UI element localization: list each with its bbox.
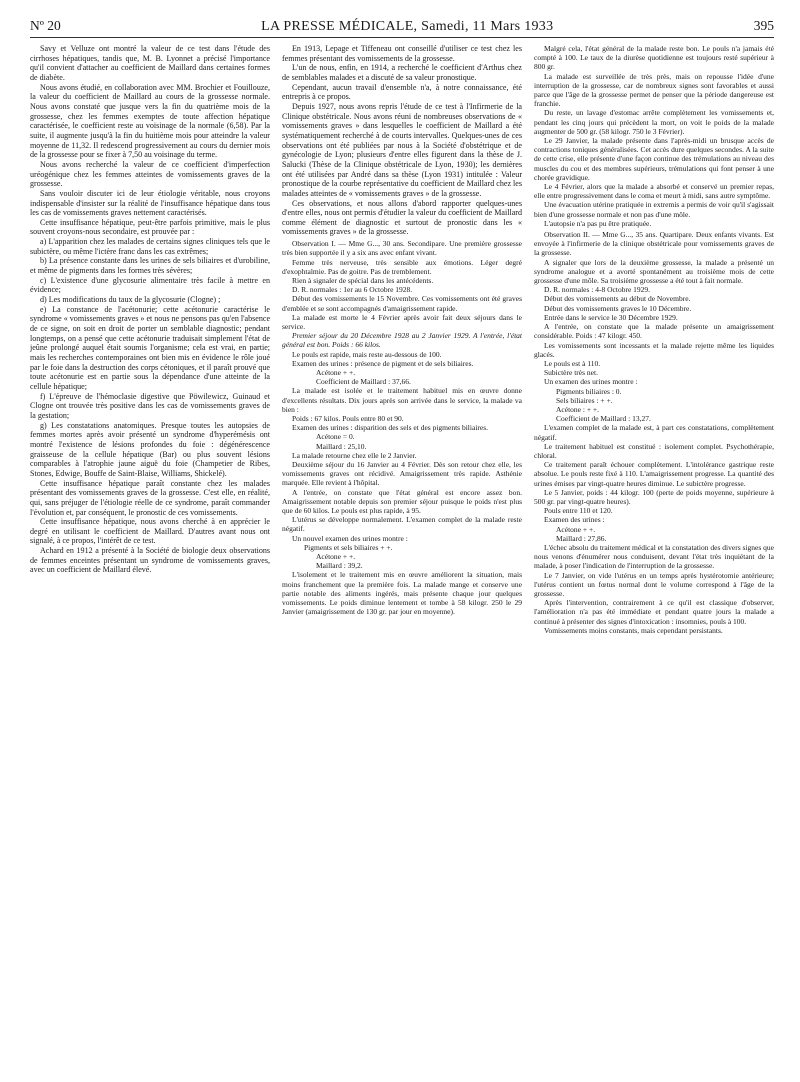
paragraph: Une évacuation utérine pratiquée in extremis a permis de voir qu'il s'agissait bien d'une grossesse normale et non pas d'une môle. (534, 200, 774, 219)
paragraph: L'un de nous, enfin, en 1914, a recherché le coefficient d'Arthus chez de semblables malades et a discuté de sa valeur pronostique. (282, 63, 522, 82)
paragraph: Depuis 1927, nous avons repris l'étude de ce test à l'Infirmerie de la Clinique obstétricale. Nous avons réuni de nombreuses observations de « vomissements graves » dans lesquelles le coefficient de Maillard a été systématiquement recherché à de courts intervalles. Quelques-unes de ces observations ont été publiées par nous à la Société d'obstétrique et de gynécologie de Lyon; plusieurs d'entre elles figurent dans la thèse de J. Salucki (Thèse de la Clinique obstétricale de Lyon, 1930); les dernières ont été utilisées par André dans sa thèse (Lyon 1931) intitulée : Valeur pronostique de la courbe représentative du coefficient de Maillard chez les malades atteintes de « vomissements graves » de la grossesse. (282, 101, 522, 198)
paragraph: a) L'apparition chez les malades de certains signes cliniques tels que le subictère, ou même l'ictère franc dans les cas extrêmes; (30, 237, 270, 256)
paragraph: g) Les constatations anatomiques. Presque toutes les autopsies de femmes mortes après avoir présenté un syndrome d'hyperémésis ont montré l'existence de lésions profondes du foie : dégénérescence graisseuse de la cellule hépatique (Bar) ou plus souvent lésions comparables à l'atrophie jaune aiguë du foie (Champetier de Ribes, Stones, Edwige, Bouffe de Saint-Blaise, Williams, Shickelé). (30, 420, 270, 478)
paragraph: Début des vomissements graves le 10 Décembre. (544, 303, 692, 313)
paragraph: Examen des urines : présence de pigment et de sels biliaires. (292, 358, 474, 368)
paragraph: Observation I. — Mme G..., 30 ans. Secondipare. Une première grossesse très bien supportée il y a six ans avec enfant vivant. (282, 239, 522, 258)
paragraph: Nous avons étudié, en collaboration avec MM. Brochier et Fouillouze, la valeur du coefficient de Maillard au cours de la grossesse normale. Nous avons constaté que jusque vers la fin du quatrième mois de la grossesse, chez les femmes exemptes de toute affection hépatique caractérisée, le coefficient reste au voisinage de la normale (6,58). Par la suite, il augmente jusqu'à la fin du huitième mois pour atteindre la valeur moyenne de 11,32. Il redescend progressivement au cours du dernier mois de la grossesse pour se fixer à 7,50 au voisinage du terme. (30, 82, 270, 160)
paragraph: Du reste, un lavage d'estomac arrête complètement les vomissements et, pendant les cinq jours qui précèdent la mort, on voit le poids de la malade augmenter de 500 gr. (58 kilogr. 750 le 3 Février). (534, 108, 774, 136)
paragraph: Savy et Velluze ont montré la valeur de ce test dans l'étude des cirrhoses hépatiques, tandis que, M. B. Lyonnet a précisé l'importance qu'il convient d'attacher au coefficient de Maillard dans certaines formes de diabète. (30, 44, 270, 82)
paragraph: Le 5 Janvier, poids : 44 kilogr. 100 (perte de poids moyenne, supérieure à 500 gr. par vingt-quatre heures). (534, 487, 774, 506)
paragraph: La malade retourne chez elle le 2 Janvier. (292, 450, 417, 460)
paragraph: Vomissements moins constants, mais cependant persistants. (544, 625, 723, 635)
paragraph: Maillard : 27,86. (556, 533, 607, 543)
page-number: 395 (753, 18, 774, 33)
paragraph: Le 7 Janvier, on vide l'utérus en un temps après hystérotomie antérieure; l'utérus contient un fœtus normal dont le volume correspond à l'âge de la grossesse. (534, 570, 774, 598)
paragraph: Deuxième séjour du 16 Janvier au 4 Février. Dès son retour chez elle, les vomissements graves ont récidivé. Amaigrissement très rapide. Asthénie marquée. Elle revient à l'hôpital. (282, 460, 522, 488)
paragraph: Cette insuffisance hépatique paraît constante chez les malades présentant des vomissements graves de la grossesse. C'est elle, en réalité, qui, sans préjuger de l'étiologie réelle de ce syndrome, paraît commander l'évolution et, par conséquent, le pronostic de ces vomissements. (30, 478, 270, 517)
paragraph: Pigments et sels biliaires + +. (304, 542, 393, 552)
paragraph: Le pouls est à 110. (544, 358, 601, 368)
paragraph: Après l'intervention, contrairement à ce qu'il est classique d'observer, l'amélioration n'a pas été immédiate et pendant quatre jours la malade a continué à présenter des signes d'intoxication : insomnies, pouls à 100. (534, 598, 774, 626)
paragraph: Un nouvel examen des urines montre : (292, 533, 408, 543)
paragraph: L'examen complet de la malade est, à part ces constatations, complètement négatif. (534, 423, 774, 442)
paragraph: Ce traitement paraît échouer complètement. L'intolérance gastrique reste absolue. Le pouls reste fixé à 110. L'amaigrissement progresse. La quantité des urines émises par vingt-quatre heures diminue. Le subictère progresse. (534, 460, 774, 488)
paragraph: L'utérus se développe normalement. L'examen complet de la malade reste négatif. (282, 515, 522, 534)
paragraph: L'autopsie n'a pas pu être pratiquée. (544, 218, 652, 228)
paragraph: Poids : 67 kilos. Pouls entre 80 et 90. (292, 413, 404, 423)
paragraph: Observation II. — Mme G..., 35 ans. Quartipare. Deux enfants vivants. Est envoyée à l'infirmerie de la clinique obstétricale pour vomissements graves de la grossesse. (534, 230, 774, 258)
paragraph: D. R. normales : 1er au 6 Octobre 1928. (292, 285, 413, 295)
paragraph: Un examen des urines montre : (544, 377, 638, 387)
paragraph: Malgré cela, l'état général de la malade reste bon. Le pouls n'a jamais été compté à 100. Le taux de la diurèse quotidienne est toujours resté supérieur à 800 gr. (534, 44, 774, 72)
paragraph: Rien à signaler de spécial dans les antécédents. (292, 275, 434, 285)
paragraph: Acétone + +. (556, 524, 596, 534)
paragraph: Achard en 1912 a présenté à la Société de biologie deux observations de femmes enceintes présentant un syndrome de vomissements graves, avec un coefficient de Maillard élevé. (30, 546, 270, 575)
paragraph: La malade est morte le 4 Février après avoir fait deux séjours dans le service. (282, 312, 522, 331)
column-1 (30, 44, 270, 635)
paragraph: Acétone + +. (316, 552, 356, 562)
column-2 (282, 44, 522, 635)
paragraph: La malade est surveillée de très près, mais on repousse l'idée d'une interruption de la grossesse, car de nombreux signes sont favorables et aussi parce que l'âge de la grossesse permet de penser que la période dangereuse est franchie. (534, 71, 774, 109)
paragraph: f) L'épreuve de l'hémoclasie digestive que Pöwilewicz, Guinaud et Clogne ont trouvée très positive dans les cas de vomissements graves de la gestation; (30, 391, 270, 420)
paragraph: Début des vomissements le 15 Novembre. Ces vomissements ont été graves d'emblée et se sont accompagnés d'amaigrissement rapide. (282, 294, 522, 313)
paragraph: Examen des urines : disparition des sels et des pigments biliaires. (292, 423, 489, 433)
paragraph: En 1913, Lepage et Tiffeneau ont conseillé d'utiliser ce test chez les femmes présentant des vomissements de la grossesse. (282, 44, 522, 63)
journal-title: LA PRESSE MÉDICALE, Samedi, 11 Mars 1933 (261, 19, 554, 34)
paragraph: A signaler que lors de la deuxième grossesse, la malade a présenté un syndrome analogue et a avorté spontanément au troisième mois de cette grossesse d'une môle. Sa troisième grossesse a été tout à fait normale. (534, 257, 774, 286)
paragraph: Maillard : 25,10. (316, 441, 367, 451)
paragraph: Acétone + +. (316, 367, 356, 377)
paragraph: Début des vomissements au début de Novembre. (544, 294, 691, 304)
issue-number: Nº 20 (30, 18, 61, 33)
paragraph: Pouls entre 110 et 120. (544, 506, 613, 516)
paragraph: Le traitement habituel est constitué : isolement complet. Psychothérapie, chloral. (534, 441, 774, 460)
header-rule (30, 37, 774, 38)
paragraph: Le pouls est rapide, mais reste au-dessous de 100. (292, 349, 442, 359)
paragraph: Pigments biliaires : 0. (556, 386, 622, 396)
paragraph: Le 29 Janvier, la malade présente dans l'après-midi un brusque accès de contractions toniques généralisées. Cet accès dure quelques secondes. A la suite de cette crise, elle présente d'une façon continue des trémulations au niveau des muscles du cou et des membres supérieurs, trémulations qui font penser à une chorée gravidique. (534, 136, 774, 182)
paragraph: Maillard : 39,2. (316, 561, 363, 571)
paragraph: Femme très nerveuse, très sensible aux émotions. Léger degré d'exophtalmie. Pas de goitre. Pas de tremblement. (282, 257, 522, 276)
paragraph: Premier séjour du 20 Décembre 1928 au 2 Janvier 1929. A l'entrée, l'état général est bon. Poids : 66 kilos. (282, 331, 522, 350)
paragraph: Subictère très net. (544, 368, 598, 378)
paragraph: Cette insuffisance hépatique, peut-être parfois primitive, mais le plus souvent croyons-nous secondaire, est prouvée par : (30, 217, 270, 237)
paragraph: Sels biliaires : + +. (556, 395, 613, 405)
paragraph: Entrée dans le service le 30 Décembre 1929. (544, 312, 678, 322)
paragraph: Coefficient de Maillard : 37,66. (316, 377, 411, 387)
text-columns (30, 44, 774, 635)
paragraph: Nous avons recherché la valeur de ce coefficient d'imperfection uréogénique chez les femmes atteintes de vomissements graves de la grossesse. (30, 159, 270, 189)
paragraph: L'isolement et le traitement mis en œuvre améliorent la situation, mais moins franchement que la première fois. La malade mange et conserve une partie notable des aliments ingérés, mais présente chaque jour quelques vomissements. Le poids diminue lentement et tombe à 58 kilogr. 250 le 29 Janvier (amaigrissement de 130 gr. par jour en moyenne). (282, 570, 522, 617)
paragraph: A l'entrée, on constate que l'état général est encore assez bon. Amaigrissement notable depuis son premier séjour puisque le poids n'est plus que de 60 kilos. Le pouls est plus rapide, à 95. (282, 487, 522, 516)
paragraph: Les vomissements sont incessants et la malade rejette même les liquides glacés. (534, 340, 774, 359)
paragraph: b) La présence constante dans les urines de sels biliaires et d'urobiline, et même de pigments dans les formes très sévères; (30, 256, 270, 276)
column-3 (534, 44, 774, 635)
paragraph: La malade est isolée et le traitement habituel mis en œuvre donne d'excellents résultats. Dix jours après son arrivée dans le service, la malade va bien : (282, 386, 522, 414)
paragraph: d) Les modifications du taux de la glycosurie (Clogne) ; (40, 295, 221, 305)
paragraph: Ces observations, et nous allons d'abord rapporter quelques-unes d'entre elles, nous ont permis d'étudier la valeur du coefficient de Maillard comme élément de diagnostic et surtout de pronostic dans les « vomissements graves » de la grossesse. (282, 198, 522, 237)
page-header (30, 0, 774, 34)
paragraph: Acétone = 0. (316, 432, 355, 442)
paragraph: c) L'existence d'une glycosurie alimentaire très facile à mettre en évidence; (30, 275, 270, 295)
paragraph: Cette insuffisance hépatique, nous avons cherché à en apprécier le degré en utilisant le coefficient de Maillard. D'autres avant nous ont signalé, à ce propos, l'intérêt de ce test. (30, 517, 270, 546)
paragraph: e) La constance de l'acétonurie; cette acétonurie caractérise le syndrome « vomissements graves » et nous ne pensons pas qu'en l'absence de ce signe, on soit en droit de porter un semblable diagnostic; pendant longtemps, on a pensé que cette acétonurie traduisait simplement l'état de jeûne prolongé auquel était soumis l'organisme; cela est vrai, en partie; mais les recherches contemporaines ont bien mis en évidence le rôle joué par le foie dans la destruction des corps cétoniques, et il paraît prouvé que toute acétonurie est en partie sous la dépendance d'une atteinte de la cellule hépatique; (30, 304, 270, 391)
paragraph: L'échec absolu du traitement médical et la constatation des divers signes que nous venons d'énumérer nous conduisent, devant l'état très inquiétant de la malade, à poser l'indication de l'interruption de la grossesse. (534, 542, 774, 571)
paragraph: A l'entrée, on constate que la malade présente un amaigrissement considérable. Poids : 47 kilogr. 450. (534, 322, 774, 341)
paragraph: Coefficient de Maillard : 13,27. (556, 414, 651, 424)
paragraph: Sans vouloir discuter ici de leur étiologie véritable, nous croyons indispensable d'insister sur la réalité de l'insuffisance hépatique dans tous les cas de vomissements graves nettement caractérisés. (30, 188, 270, 218)
paragraph: D. R. normales : 4-8 Octobre 1929. (544, 285, 651, 295)
paragraph: Cependant, aucun travail d'ensemble n'a, à notre connaissance, été entrepris à ce propos. (282, 82, 522, 102)
paragraph: Examen des urines : (544, 515, 605, 525)
paragraph: Le 4 Février, alors que la malade a absorbé et conservé un premier repas, elle entre progressivement dans le coma et meurt à midi, sans autre symptôme. (534, 182, 774, 201)
paragraph: Acétone : + +. (556, 404, 600, 414)
